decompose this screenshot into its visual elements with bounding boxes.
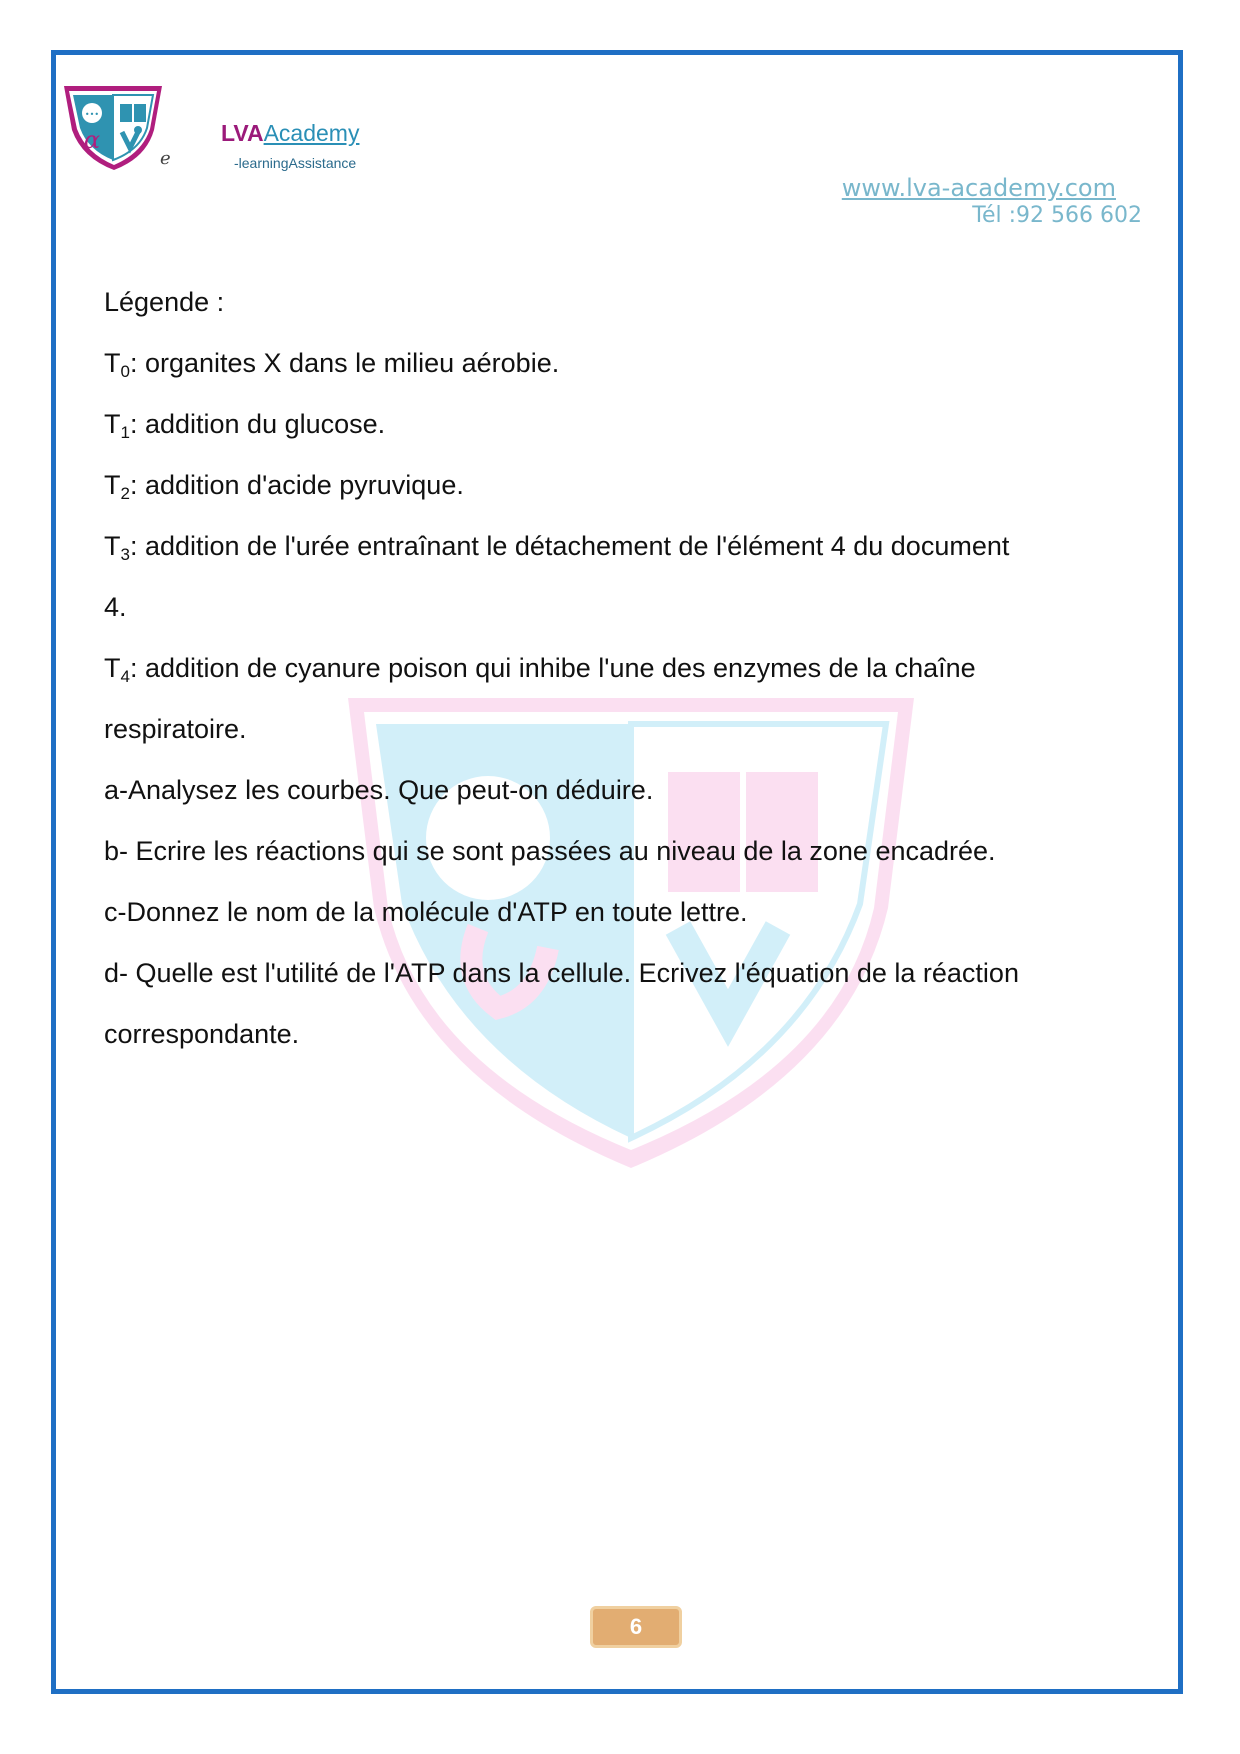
t4-text: : addition de cyanure poison qui inhibe l'une des enzymes de la chaîne <box>129 653 976 683</box>
legend-t1 <box>104 394 1154 455</box>
brand-lva: LVA <box>221 120 264 146</box>
question-d: d- Quelle est l'utilité de l'ATP dans la cellule. Ecrivez l'équation de la réaction <box>104 958 1019 988</box>
t0-label: T <box>104 348 121 378</box>
t0-text: : organites X dans le milieu aérobie. <box>129 348 560 378</box>
t3-text: : addition de l'urée entraînant le détachement de l'élément 4 du document <box>129 531 1010 561</box>
page-number: 6 <box>590 1606 682 1648</box>
logo-e-letter: e <box>160 148 171 169</box>
brand-tagline: -learningAssistance <box>234 155 357 171</box>
legend-t4 <box>104 638 1154 699</box>
svg-text:•••: ••• <box>84 110 100 119</box>
question-a: a-Analysez les courbes. Que peut-on déduire. <box>104 775 654 805</box>
t3-subscript: 3 <box>120 545 130 564</box>
t2-label: T <box>104 470 121 500</box>
brand-academy: Academy <box>263 120 360 146</box>
legend-t3-continued: 4. <box>104 592 127 622</box>
legend-t4-continued: respiratoire. <box>104 714 247 744</box>
question-c: c-Donnez le nom de la molécule d'ATP en toute lettre. <box>104 897 748 927</box>
document-body <box>104 272 1154 1065</box>
t3-label: T <box>104 531 121 561</box>
t0-subscript: 0 <box>120 362 130 381</box>
question-d-continued: correspondante. <box>104 1019 300 1049</box>
logo-alpha: α <box>83 126 101 154</box>
telephone: Tél :92 566 602 <box>972 203 1142 228</box>
legend-title: Légende : <box>104 287 225 317</box>
t2-text: : addition d'acide pyruvique. <box>129 470 464 500</box>
website-link[interactable]: www.lva-academy.com <box>841 174 1116 202</box>
t1-text: : addition du glucose. <box>129 409 386 439</box>
t4-label: T <box>104 653 121 683</box>
t4-subscript: 4 <box>120 667 130 686</box>
brand-name <box>221 120 359 147</box>
t2-subscript: 2 <box>120 484 130 503</box>
legend-t3 <box>104 516 1154 577</box>
t1-subscript: 1 <box>120 423 130 442</box>
t1-label: T <box>104 409 121 439</box>
academy-logo <box>58 80 168 172</box>
question-b: b- Ecrire les réactions qui se sont passées au niveau de la zone encadrée. <box>104 836 996 866</box>
legend-t0 <box>104 333 1154 394</box>
legend-t2 <box>104 455 1154 516</box>
